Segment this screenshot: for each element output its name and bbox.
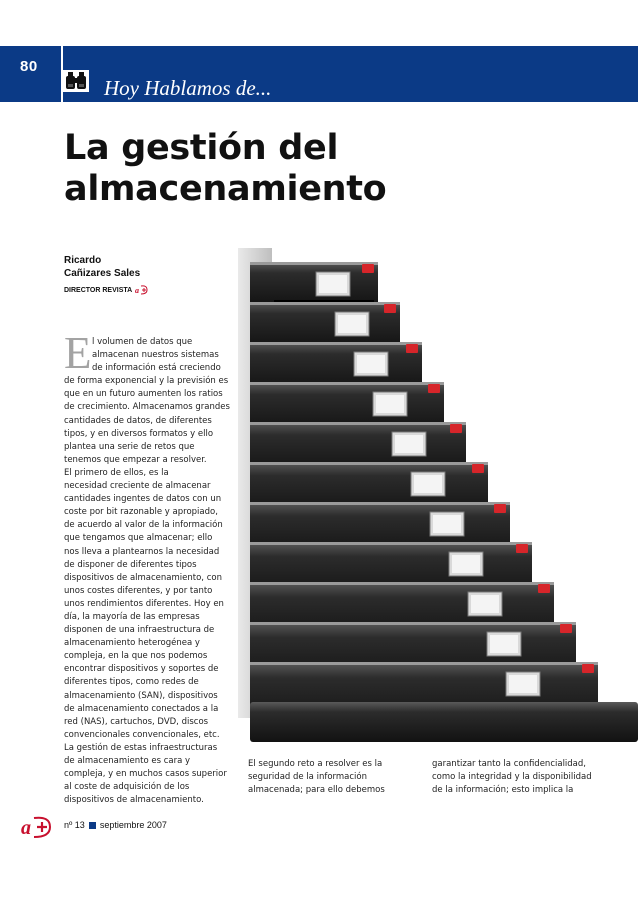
title-line: almacenamiento	[64, 169, 387, 209]
red-tab	[538, 584, 550, 593]
text-line: de acuerdo al valor de la información	[64, 520, 223, 531]
text-line: almacenada; para ello debemos	[248, 785, 385, 796]
text-line: unos costes diferentes, y por tanto	[64, 585, 213, 596]
red-tab	[516, 544, 528, 553]
text-line: que en un futuro aumenten los ratios	[64, 389, 223, 400]
article-title	[64, 128, 386, 210]
author-line: Ricardo	[64, 255, 102, 266]
text-line: de almacenamiento es cara y	[64, 756, 191, 766]
text-line: tenemos que empezar a resolver.	[64, 454, 207, 465]
red-tab	[406, 344, 418, 353]
issue-date: septiembre 2007	[99, 820, 167, 830]
text-line: cantidades de datos, de diferentes	[64, 415, 212, 426]
red-tab	[582, 664, 594, 673]
text-line: necesidad creciente de almacenar	[64, 481, 211, 492]
svg-text:a: a	[135, 286, 140, 295]
red-tab	[494, 504, 506, 513]
red-tab	[560, 624, 572, 633]
section-title: Hoy Hablamos de...	[104, 76, 272, 100]
text-line: almacenamiento heterogénea y	[64, 638, 200, 649]
text-line: disponen de una infraestructura de	[64, 625, 215, 636]
red-tab	[472, 464, 484, 473]
text-line: de disponer de diferentes tipos	[64, 559, 197, 570]
author-name	[64, 254, 140, 280]
page-number: 80	[20, 58, 38, 75]
a-plus-logo	[20, 815, 56, 839]
text-line: El segundo reto a resolver es la	[248, 759, 383, 769]
page-footer	[20, 815, 320, 839]
text-line: dispositivos de almacenamiento.	[64, 795, 204, 806]
text-line: garantizar tanto la confidencialidad,	[432, 759, 586, 769]
text-line: como la integridad y la disponibilidad	[432, 772, 592, 783]
body-column-2	[248, 758, 416, 797]
text-line: almacenan nuestros sistemas	[92, 350, 219, 361]
text-line: día, la mayoría de las empresas	[64, 611, 200, 622]
red-tab	[428, 384, 440, 393]
a-plus-logo	[135, 285, 149, 295]
text-line: de la información; esto implica la	[432, 785, 574, 796]
text-line: coste por bit razonable y apropiado,	[64, 507, 218, 518]
text-line: seguridad de la información	[248, 772, 367, 783]
text-line: nos lleva a plantearnos la necesidad	[64, 546, 220, 557]
drop-cap: E	[64, 328, 92, 378]
cartridge	[250, 302, 400, 348]
author-role	[64, 285, 149, 295]
column-1-text	[64, 375, 232, 807]
text-line: red (NAS), cartuchos, DVD, discos	[64, 716, 209, 727]
cartridge	[250, 262, 378, 306]
cartridge	[250, 702, 638, 742]
text-line: plantea una serie de retos que	[64, 441, 195, 452]
column-1-intro	[64, 336, 232, 375]
text-line: encontrar dispositivos y soportes de	[64, 664, 219, 675]
author-line: Cañizares Sales	[64, 268, 141, 279]
text-line: dispositivos de almacenamiento, con	[64, 572, 222, 583]
issue-number: nº 13	[64, 820, 85, 830]
text-line: cantidades ingentes de datos con un	[64, 494, 222, 505]
header-band	[0, 46, 638, 102]
text-line: de almacenamiento conectados a la	[64, 703, 219, 714]
text-line: de forma exponencial y la previsión es	[64, 376, 229, 387]
text-line: compleja, y en muchos casos superior	[64, 769, 227, 780]
text-line: tipos, y en diversos formatos y ello	[64, 428, 214, 439]
text-line: de información está creciendo	[92, 363, 221, 374]
text-line: de crecimiento. Almacenamos grandes	[64, 402, 230, 413]
text-line: unos rendimientos diferentes. Hoy en	[64, 598, 224, 609]
red-tab	[384, 304, 396, 313]
text-line: almacenamiento (SAN), dispositivos	[64, 690, 218, 701]
red-tab	[450, 424, 462, 433]
red-tab	[362, 264, 374, 273]
text-line: al coste de adquisición de los	[64, 782, 190, 793]
body-column-1	[64, 336, 232, 807]
author-role-text: DIRECTOR REVISTA	[64, 286, 133, 294]
svg-text:a: a	[21, 817, 31, 839]
text-line: convencionales convencionales, etc.	[64, 729, 220, 740]
text-line: l volumen de datos que	[92, 337, 193, 347]
storage-cartridges-photo	[238, 248, 638, 750]
text-line: compleja, en la que nos podemos	[64, 651, 208, 662]
body-column-3	[432, 758, 602, 797]
text-line: El primero de ellos, es la	[64, 467, 169, 478]
binoculars-icon	[63, 70, 89, 92]
footer-issue-info	[64, 820, 167, 830]
text-line: que tengamos que almacenar; ello	[64, 533, 213, 544]
title-line: La gestión del	[64, 128, 339, 168]
text-line: diferentes tipos, como redes de	[64, 677, 199, 688]
square-bullet-icon	[89, 822, 96, 829]
text-line: La gestión de estas infraestructuras	[64, 742, 218, 753]
